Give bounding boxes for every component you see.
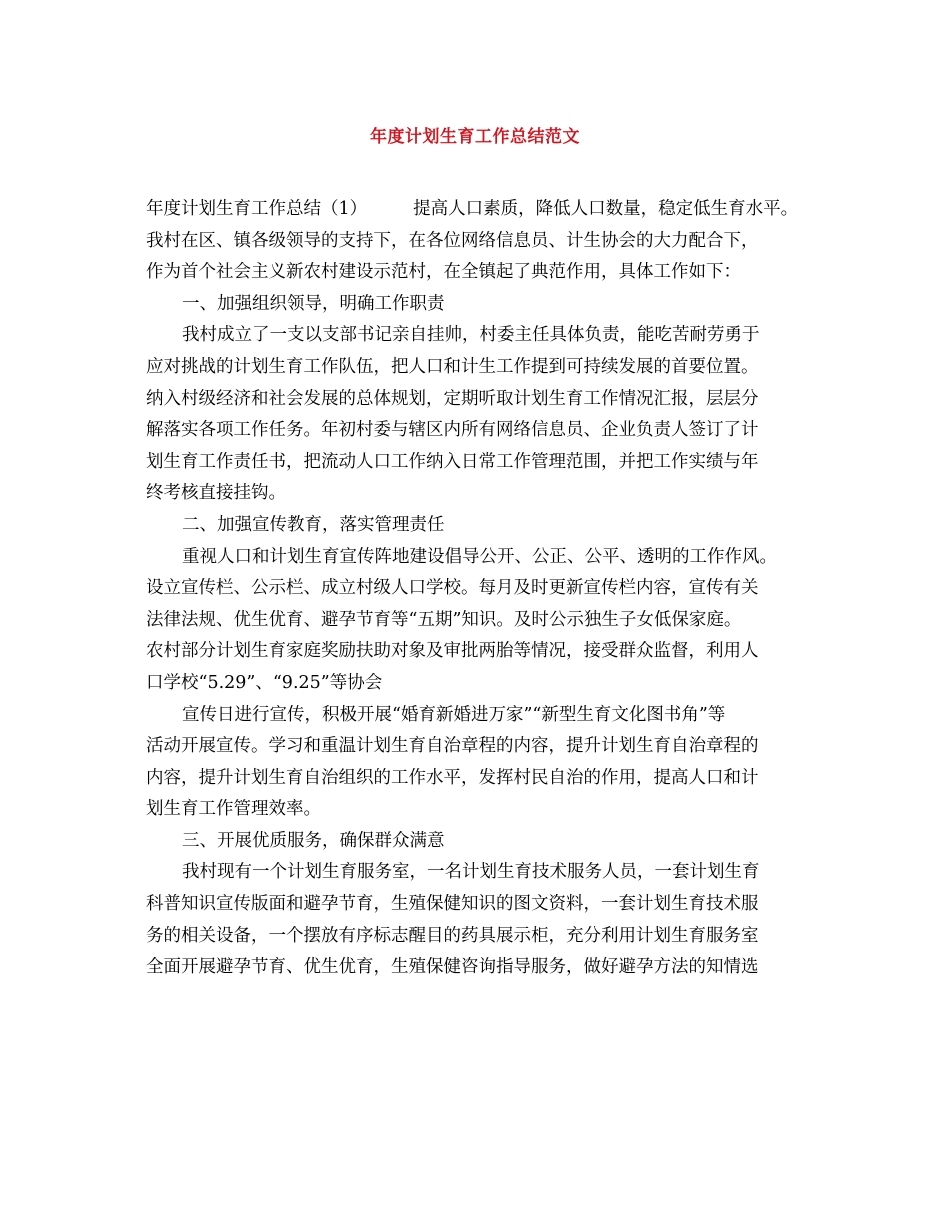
text-line: 农村部分计划生育家庭奖励扶助对象及审批两胎等情况，接受群众监督，利用人 <box>146 641 759 662</box>
text-line: 应对挑战的计划生育工作队伍，把人口和计生工作提到可持续发展的首要位置。 <box>146 356 759 377</box>
text-line: 我村现有一个计划生育服务室，一名计划生育技术服务人员，一套计划生育 <box>182 862 760 883</box>
section-heading: 三、开展优质服务，确保群众满意 <box>182 830 445 851</box>
document-title: 年度计划生育工作总结范文 <box>370 127 580 147</box>
text-line: 解落实各项工作任务。年初村委与辖区内所有网络信息员、企业负责人签订了计 <box>146 420 759 441</box>
text-line: 全面开展避孕节育、优生优育，生殖保健咨询指导服务，做好避孕方法的知情选 <box>146 957 759 978</box>
text-line: 作为首个社会主义新农村建设示范村，在全镇起了典范作用，具体工作如下： <box>146 262 741 283</box>
text-line: 划生育工作责任书，把流动人口工作纳入日常工作管理范围，并把工作实绩与年 <box>146 451 759 472</box>
text-line: 宣传日进行宣传，积极开展“婚育新婚进万家”“新型生育文化图书角”等 <box>182 704 726 725</box>
text-line: 设立宣传栏、公示栏、成立村级人口学校。每月及时更新宣传栏内容，宣传有关 <box>146 578 759 599</box>
text-line: 划生育工作管理效率。 <box>146 799 321 820</box>
text-line-part: 提高人口素质，降低人口数量，稳定低生育水平。 <box>413 199 799 219</box>
text-line: 我村在区、镇各级领导的支持下，在各位网络信息员、计生协会的大力配合下， <box>146 230 759 251</box>
text-line: 纳入村级经济和社会发展的总体规划，定期听取计划生育工作情况汇报，层层分 <box>146 388 759 409</box>
text-line: 内容，提升计划生育自治组织的工作水平，发挥村民自治的作用，提高人口和计 <box>146 767 759 788</box>
document-body <box>146 194 836 984</box>
text-line: 务的相关设备，一个摆放有序标志醒目的药具展示柜，充分利用计划生育服务室 <box>146 925 759 946</box>
text-line <box>146 194 836 226</box>
text-line: 科普知识宣传版面和避孕节育，生殖保健知识的图文资料，一套计划生育技术服 <box>146 894 759 915</box>
text-line: 口学校“5.29”、“9.25”等协会 <box>146 672 383 693</box>
text-line: 法律法规、优生优育、避孕节育等“五期”知识。及时公示独生子女低保家庭。 <box>146 609 742 630</box>
text-line: 重视人口和计划生育宣传阵地建设倡导公开、公正、公平、透明的工作作风。 <box>182 546 777 567</box>
text-line: 我村成立了一支以支部书记亲自挂帅，村委主任具体负责，能吃苦耐劳勇于 <box>182 325 760 346</box>
text-line: 活动开展宣传。学习和重温计划生育自治章程的内容，提升计划生育自治章程的 <box>146 736 759 757</box>
text-line: 终考核直接挂钩。 <box>146 483 286 504</box>
section-heading: 一、加强组织领导，明确工作职责 <box>182 293 445 314</box>
text-line-part: 年度计划生育工作总结（1） <box>146 199 368 219</box>
section-heading: 二、加强宣传教育，落实管理责任 <box>182 514 445 535</box>
